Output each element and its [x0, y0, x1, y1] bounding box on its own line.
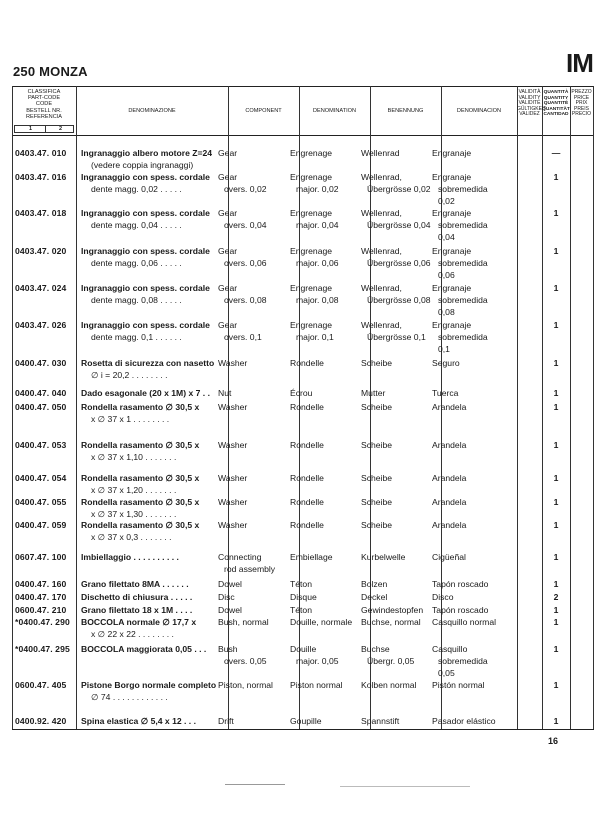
validity-line: VALIDITY	[518, 94, 541, 101]
description-de: Scheibe	[361, 440, 393, 450]
description-de: Kolben normal	[361, 680, 417, 690]
description-en: Washer	[218, 497, 248, 507]
description-de: Gewindestopfen	[361, 605, 424, 615]
description-en: Bush, normal	[218, 617, 269, 627]
description-en: overs. 0,1	[224, 332, 262, 342]
price-line: PREIS	[573, 105, 589, 112]
description-en: Gear	[218, 172, 238, 182]
description-de: Wellenrad,	[361, 172, 402, 182]
part-code: 0600.47. 210	[15, 605, 67, 615]
description-it: dente magg. 0,04 . . . . .	[91, 220, 182, 230]
description-en: Dowel	[218, 579, 242, 589]
description-it: Rondella rasamento ∅ 30,5 x	[81, 520, 200, 530]
description-fr: Rondelle	[290, 440, 324, 450]
quantity: 1	[553, 246, 559, 256]
header-bottom-rule	[12, 135, 594, 136]
col-header-qty	[542, 90, 570, 118]
description-en: Washer	[218, 473, 248, 483]
description-de: Deckel	[361, 592, 388, 602]
description-es: Casquillo	[432, 644, 468, 654]
description-it: dente magg. 0,08 . . . . .	[91, 295, 182, 305]
part-code: 0400.47. 170	[15, 592, 67, 602]
description-it: Ingranaggio con spess. cordale	[81, 208, 210, 218]
description-de: Wellenrad,	[361, 283, 402, 293]
description-it: Ingranaggio albero motore Z=24	[81, 148, 213, 158]
ref-subheader	[14, 125, 74, 133]
description-es: Engranaje	[432, 246, 472, 256]
col-header-es: DENOMINACION	[456, 108, 502, 114]
description-it: Dischetto di chiusura . . . . .	[81, 592, 193, 602]
description-de: Übergrösse 0,08	[367, 295, 431, 305]
description-es: Arandela	[432, 440, 467, 450]
col-divider	[12, 86, 13, 729]
description-de: Übergrösse 0,02	[367, 184, 431, 194]
col-divider	[570, 86, 571, 729]
description-en: Gear	[218, 246, 238, 256]
description-it: x ∅ 37 x 1 . . . . . . . .	[91, 414, 170, 424]
description-it: x ∅ 37 x 0,3 . . . . . . .	[91, 532, 172, 542]
description-it: dente magg. 0,06 . . . . .	[91, 258, 182, 268]
description-es: Engranaje	[432, 148, 472, 158]
description-es: Tuerca	[432, 388, 459, 398]
description-en: Gear	[218, 283, 238, 293]
description-en: Washer	[218, 358, 248, 368]
price-line: PRECIO	[571, 111, 592, 118]
ref-header-line: CLASSIFICA	[27, 89, 61, 95]
scan-smudge	[225, 784, 285, 785]
quantity: 1	[553, 716, 559, 726]
description-de: Wellenrad,	[361, 320, 402, 330]
part-code: 0400.47. 050	[15, 402, 67, 412]
part-code: 0607.47. 100	[15, 552, 67, 562]
description-en: Nut	[218, 388, 232, 398]
description-es: sobremedida	[438, 184, 488, 194]
col-header-fr: DENOMINATION	[312, 108, 357, 114]
description-fr: Douille, normale	[290, 617, 353, 627]
description-it: Dado esagonale (20 x 1M) x 7 . .	[81, 388, 210, 398]
description-fr: major. 0,04	[296, 220, 339, 230]
price-line: PRICE	[573, 94, 590, 101]
description-es: Tapón roscado	[432, 579, 489, 589]
description-it: x ∅ 37 x 1,30 . . . . . . .	[91, 509, 177, 519]
validity-line: VALIDITÀ	[518, 89, 541, 95]
quantity: 1	[553, 644, 559, 654]
description-es: 0,02	[438, 196, 455, 206]
quantity: 1	[553, 617, 559, 627]
description-it: Rondella rasamento ∅ 30,5 x	[81, 402, 200, 412]
description-es: sobremedida	[438, 220, 488, 230]
description-es: Engranaje	[432, 283, 472, 293]
description-it: Imbiellaggio . . . . . . . . . .	[81, 552, 179, 562]
description-es: Arandela	[432, 520, 467, 530]
description-en: Gear	[218, 320, 238, 330]
quantity: 1	[553, 680, 559, 690]
col-header-validity	[517, 89, 547, 118]
description-de: Scheibe	[361, 497, 393, 507]
section-code: IM	[566, 48, 593, 78]
description-fr: Rondelle	[290, 520, 324, 530]
description-es: Arandela	[432, 473, 467, 483]
description-es: Casquillo normal	[432, 617, 497, 627]
description-it: Ingranaggio con spess. cordale	[81, 320, 210, 330]
description-fr: Engrenage	[290, 208, 333, 218]
description-en: Washer	[218, 440, 248, 450]
description-de: Übergrösse 0,04	[367, 220, 431, 230]
description-de: Wellenrad,	[361, 246, 402, 256]
ref-header	[14, 89, 74, 120]
quantity: 1	[553, 520, 559, 530]
description-en: Drift	[218, 716, 234, 726]
part-code: 0400.47. 059	[15, 520, 67, 530]
description-it: Grano filettato 8MA . . . . . .	[81, 579, 189, 589]
description-en: rod assembly	[224, 564, 276, 574]
description-de: Spannstift	[361, 716, 400, 726]
description-de: Übergr. 0,05	[367, 656, 415, 666]
description-it: BOCCOLA maggiorata 0,05 . . .	[81, 644, 207, 654]
description-it: dente magg. 0,02 . . . . .	[91, 184, 182, 194]
description-en: Gear	[218, 208, 238, 218]
description-en: overs. 0,04	[224, 220, 267, 230]
col-divider	[517, 86, 518, 729]
description-it: Rosetta di sicurezza con nasetto	[81, 358, 215, 368]
qty-line: QUANTITY	[543, 95, 569, 101]
part-code: 0400.92. 420	[15, 716, 67, 726]
description-es: Pasador elástico	[432, 716, 496, 726]
description-es: Tapón roscado	[432, 605, 489, 615]
quantity: 1	[553, 402, 559, 412]
col-divider	[76, 86, 77, 729]
description-es: 0,1	[438, 344, 450, 354]
description-en: overs. 0,08	[224, 295, 267, 305]
description-de: Übergrösse 0,1	[367, 332, 426, 342]
description-fr: Goupille	[290, 716, 322, 726]
description-es: sobremedida	[438, 258, 488, 268]
description-es: Cigüeñal	[432, 552, 466, 562]
description-fr: Rondelle	[290, 402, 324, 412]
quantity: 1	[553, 473, 559, 483]
description-es: sobremedida	[438, 332, 488, 342]
part-code: 0403.47. 018	[15, 208, 67, 218]
description-it: (vedere coppia ingranaggi)	[91, 160, 194, 170]
quantity: 1	[553, 358, 559, 368]
ref-header-line: BESTELL NR.	[26, 107, 62, 114]
description-it: Spina elastica ∅ 5,4 x 12 . . .	[81, 716, 196, 726]
validity-line: VALIDITÉ	[518, 100, 541, 107]
col-header-it: DENOMINAZIONE	[128, 108, 176, 114]
description-fr: Piston normal	[290, 680, 343, 690]
part-code: 0400.47. 053	[15, 440, 67, 450]
page-number: 16	[548, 736, 559, 746]
description-de: Bolzen	[361, 579, 388, 589]
validity-line: VALIDEZ	[519, 111, 540, 118]
ref-sub-2: 2	[59, 126, 63, 132]
description-de: Scheibe	[361, 520, 393, 530]
description-fr: major. 0,08	[296, 295, 339, 305]
description-en: Bush	[218, 644, 238, 654]
description-fr: Engrenage	[290, 320, 333, 330]
description-it: Ingranaggio con spess. cordale	[81, 283, 210, 293]
description-es: Pistón normal	[432, 680, 485, 690]
description-it: dente magg. 0,1 . . . . . .	[91, 332, 182, 342]
ref-sub-1: 1	[29, 126, 33, 132]
description-fr: Engrenage	[290, 148, 333, 158]
col-header-de: BENENNUNG	[387, 108, 424, 114]
description-fr: Embiellage	[290, 552, 333, 562]
qty-line: QUANTITÀ	[543, 90, 569, 95]
validity-line: GÜLTIGKEIT	[517, 105, 547, 112]
part-code: 0400.47. 160	[15, 579, 67, 589]
description-it: Grano filettato 18 x 1M . . . .	[81, 605, 193, 615]
description-en: Washer	[218, 402, 248, 412]
description-de: Kurbelwelle	[361, 552, 406, 562]
qty-line: CANTIDAD	[543, 112, 569, 118]
col-divider	[542, 86, 543, 729]
description-en: overs. 0,02	[224, 184, 267, 194]
description-en: overs. 0,06	[224, 258, 267, 268]
description-it: Ingranaggio con spess. cordale	[81, 172, 210, 182]
col-header-price	[570, 90, 593, 118]
description-de: Wellenrad,	[361, 208, 402, 218]
part-code: 0400.47. 030	[15, 358, 67, 368]
table-bottom-rule	[12, 729, 594, 730]
part-code: 0403.47. 026	[15, 320, 67, 330]
description-es: sobremedida	[438, 656, 488, 666]
description-fr: major. 0,05	[296, 656, 339, 666]
part-code: 0403.47. 016	[15, 172, 67, 182]
description-fr: Rondelle	[290, 358, 324, 368]
description-fr: major. 0,06	[296, 258, 339, 268]
description-fr: Engrenage	[290, 246, 333, 256]
description-fr: Disque	[290, 592, 317, 602]
description-en: Piston, normal	[218, 680, 273, 690]
description-es: Engranaje	[432, 208, 472, 218]
description-de: Scheibe	[361, 358, 393, 368]
description-fr: Rondelle	[290, 473, 324, 483]
quantity: 1	[553, 388, 559, 398]
quantity: 1	[553, 283, 559, 293]
description-de: Buchse	[361, 644, 390, 654]
description-es: 0,05	[438, 668, 455, 678]
price-line: PREZZO	[571, 89, 592, 95]
part-code: 0400.47. 040	[15, 388, 67, 398]
description-fr: major. 0,1	[296, 332, 334, 342]
description-it: BOCCOLA normale ∅ 17,7 x	[81, 617, 197, 627]
part-code: 0400.47. 054	[15, 473, 67, 483]
part-code: 0403.47. 010	[15, 148, 67, 158]
description-it: x ∅ 22 x 22 . . . . . . . .	[91, 629, 174, 639]
parts-table	[12, 86, 594, 729]
description-fr: Douille	[290, 644, 317, 654]
description-fr: Engrenage	[290, 172, 333, 182]
page-title: 250 MONZA	[13, 64, 88, 79]
quantity: 1	[553, 552, 559, 562]
table-top-rule	[12, 86, 594, 87]
col-header-en: COMPONENT	[245, 108, 282, 114]
quantity: —	[551, 148, 561, 158]
qty-line: QUANTITÄT	[542, 106, 570, 112]
description-es: Arandela	[432, 497, 467, 507]
quantity: 1	[553, 497, 559, 507]
scan-smudge	[340, 786, 470, 787]
ref-header-line: PART-CODE	[27, 95, 61, 102]
description-fr: Téton	[290, 579, 312, 589]
ref-header-line: REFERENCIA	[25, 113, 63, 120]
description-es: Engranaje	[432, 172, 472, 182]
quantity: 1	[553, 208, 559, 218]
description-fr: Écrou	[290, 388, 313, 398]
qty-line: QUANTITÉ	[543, 101, 569, 107]
description-fr: Engrenage	[290, 283, 333, 293]
description-es: 0,06	[438, 270, 455, 280]
description-de: Übergrösse 0,06	[367, 258, 431, 268]
description-es: Arandela	[432, 402, 467, 412]
description-en: Gear	[218, 148, 238, 158]
description-de: Scheibe	[361, 402, 393, 412]
description-it: ∅ 74 . . . . . . . . . . . .	[91, 692, 168, 702]
description-de: Mutter	[361, 388, 386, 398]
description-es: 0,04	[438, 232, 455, 242]
part-code: 0403.47. 024	[15, 283, 67, 293]
description-de: Scheibe	[361, 473, 393, 483]
part-code: 0403.47. 020	[15, 246, 67, 256]
quantity: 1	[553, 605, 559, 615]
description-it: x ∅ 37 x 1,20 . . . . . . .	[91, 485, 177, 495]
col-divider	[593, 86, 594, 729]
description-fr: Rondelle	[290, 497, 324, 507]
quantity: 1	[553, 440, 559, 450]
price-line: PRIX	[575, 100, 588, 107]
description-it: Rondella rasamento ∅ 30,5 x	[81, 497, 200, 507]
description-es: Disco	[432, 592, 454, 602]
description-it: Pistone Borgo normale completo	[81, 680, 217, 690]
quantity: 1	[553, 172, 559, 182]
description-es: 0,08	[438, 307, 455, 317]
description-de: Buchse, normal	[361, 617, 421, 627]
part-code: 0600.47. 405	[15, 680, 67, 690]
description-it: ∅ i = 20,2 . . . . . . . .	[91, 370, 168, 380]
description-fr: Téton	[290, 605, 312, 615]
description-it: Ingranaggio con spess. cordale	[81, 246, 210, 256]
ref-header-line: CODE	[35, 101, 53, 108]
ref-sub-divider	[45, 125, 46, 133]
description-en: Washer	[218, 520, 248, 530]
part-code: *0400.47. 290	[15, 617, 70, 627]
description-de: Wellenrad	[361, 148, 400, 158]
description-en: Connecting	[218, 552, 262, 562]
description-es: Engranaje	[432, 320, 472, 330]
part-code: 0400.47. 055	[15, 497, 67, 507]
description-es: sobremedida	[438, 295, 488, 305]
description-es: Seguro	[432, 358, 460, 368]
quantity: 2	[553, 592, 559, 602]
quantity: 1	[553, 579, 559, 589]
description-fr: major. 0,02	[296, 184, 339, 194]
description-en: Disc	[218, 592, 235, 602]
quantity: 1	[553, 320, 559, 330]
description-en: overs. 0,05	[224, 656, 267, 666]
description-en: Dowel	[218, 605, 242, 615]
description-it: Rondella rasamento ∅ 30,5 x	[81, 473, 200, 483]
description-it: Rondella rasamento ∅ 30,5 x	[81, 440, 200, 450]
description-it: x ∅ 37 x 1,10 . . . . . . .	[91, 452, 177, 462]
part-code: *0400.47. 295	[15, 644, 70, 654]
